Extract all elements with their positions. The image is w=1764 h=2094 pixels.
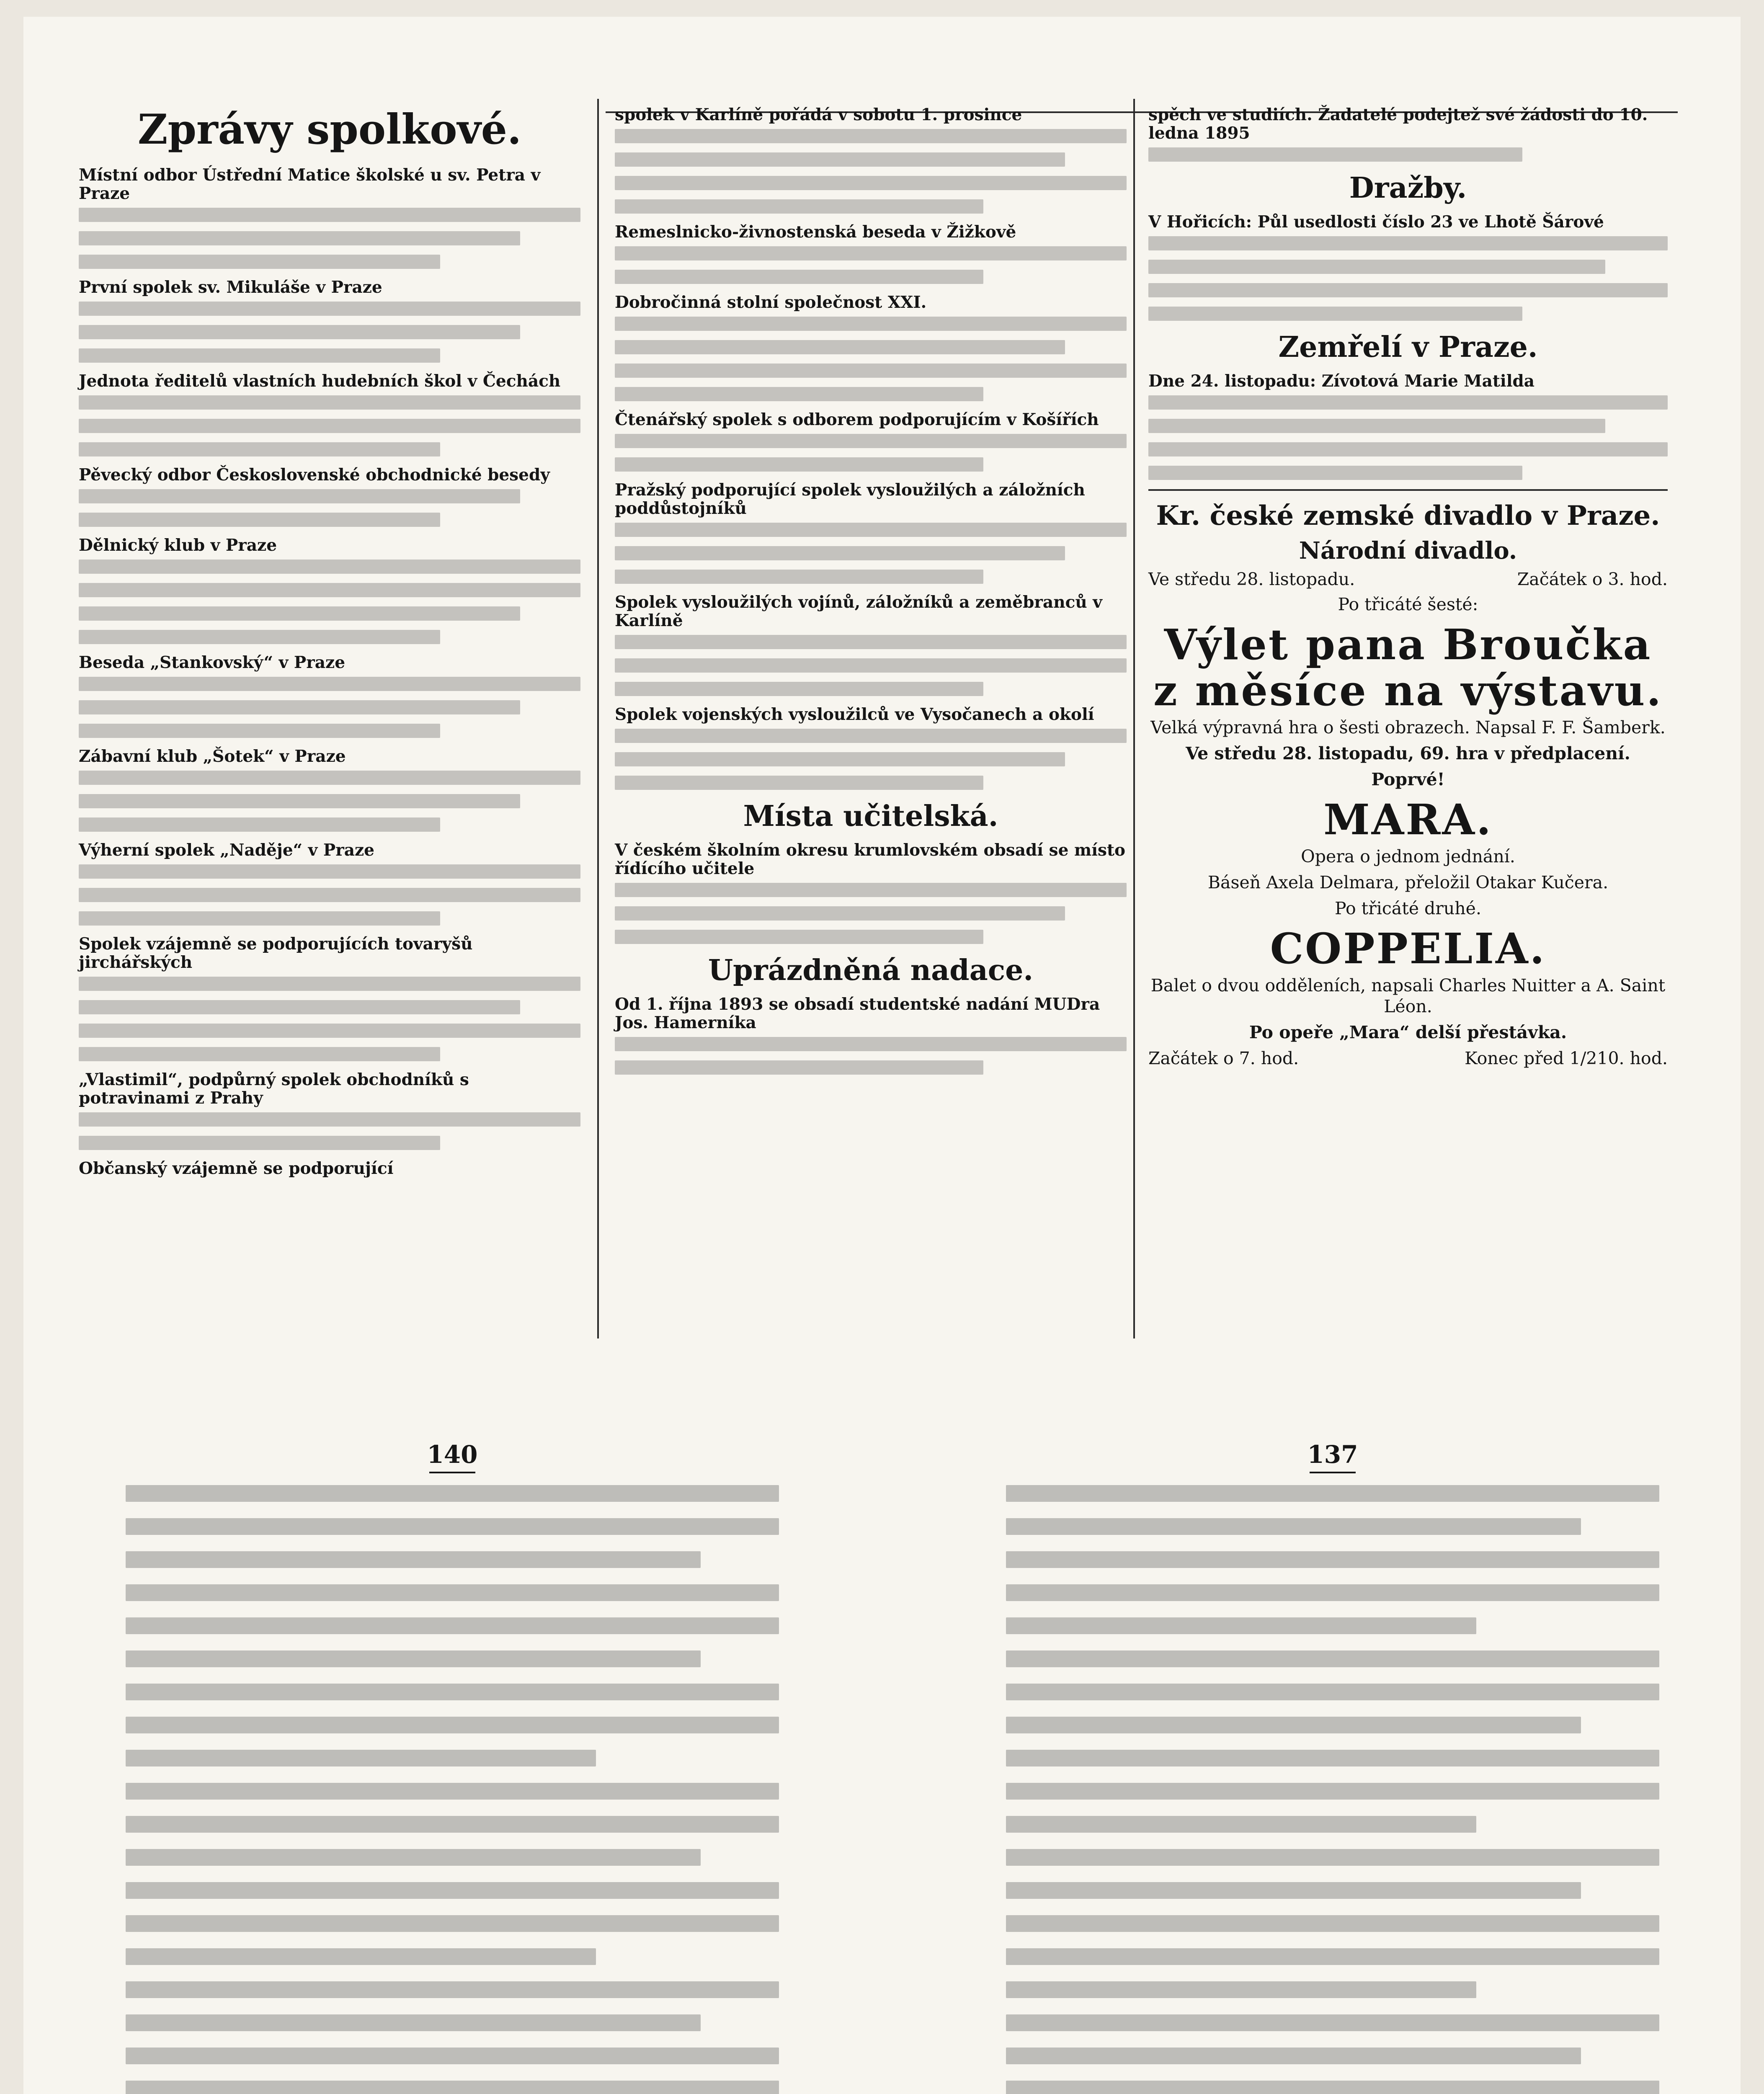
text-bar [79, 977, 580, 991]
text-bar [615, 364, 1127, 378]
section-title-zpravy-spolkove: Zprávy spolkové. [137, 106, 522, 154]
upper-column-c [1148, 99, 1668, 1073]
opera-subtitle: Opera o jednom jednání. [1301, 846, 1515, 866]
paragraph-bars-b5 [615, 523, 1127, 584]
text-bar [79, 700, 520, 714]
text-bar [1006, 1783, 1659, 1800]
text-bar [1006, 1849, 1659, 1866]
upper-column-b [615, 99, 1127, 1084]
section-lead-mista: V českém školním okresu krumlovském obsadí se místo řídícího učitele [615, 841, 1126, 878]
paragraph-bars-a7 [79, 771, 580, 832]
text-bar [1006, 1915, 1659, 1932]
text-bar [615, 176, 1127, 190]
section-divider [1148, 489, 1668, 491]
theatre-closing-end: Konec před 1/210. hod. [1465, 1048, 1668, 1068]
text-bar [615, 270, 983, 284]
paragraph-bars-b2 [615, 246, 1127, 284]
text-bar [126, 1584, 779, 1601]
text-bar [1006, 1650, 1659, 1667]
text-bar [1006, 1617, 1476, 1634]
item-lead-b6: Spolek vysloužilých vojínů, záložníků a zeměbranců v Karlíně [615, 593, 1102, 630]
text-bar [79, 817, 440, 832]
text-bar [1148, 466, 1522, 480]
text-bar [615, 752, 1065, 766]
text-bar [1006, 2081, 1659, 2094]
theatre-intermission-note: Po opeře „Mara“ delší přestávka. [1249, 1022, 1567, 1042]
section-lead-drazby: V Hořicích: Půl usedlosti číslo 23 ve Lhotě Šárové [1148, 212, 1604, 232]
text-bar [79, 1136, 440, 1150]
text-bar [79, 325, 520, 339]
paragraph-bars-b3 [615, 317, 1127, 401]
text-bar [615, 906, 1065, 921]
item-lead-2: První spolek sv. Mikuláše v Praze [79, 278, 382, 297]
text-bar [615, 1060, 983, 1075]
item-lead-b2: Remeslnicko-živnostenská beseda v Žižkově [615, 222, 1016, 242]
text-bar [1006, 1584, 1659, 1601]
text-bar [79, 513, 440, 527]
text-bar [79, 442, 440, 456]
item-lead-10: „Vlastimil“, podpůrný spolek obchodníků s potravinami z Prahy [79, 1070, 469, 1108]
text-bar [79, 583, 580, 597]
page-number-left: 140 [126, 1441, 779, 1473]
story-text-right [1006, 1485, 1659, 2094]
section-lead-zemreli: Dne 24. listopadu: Zívotová Marie Matilda [1148, 371, 1535, 391]
theatre-evening-line: Ve středu 28. listopadu, 69. hra v předplacení. [1186, 743, 1630, 763]
text-bar [615, 387, 983, 401]
text-bar [615, 658, 1127, 673]
text-bar [1006, 1518, 1581, 1535]
play-title: Výlet pana Broučka z měsíce na výstavu. [1153, 620, 1663, 715]
text-bar [615, 152, 1065, 167]
section-title-drazby: Dražby. [1349, 171, 1467, 205]
item-lead-3: Jednota ředitelů vlastních hudebních škol v Čechách [79, 371, 561, 391]
text-bar [615, 246, 1127, 260]
column-rule-left [597, 99, 599, 1338]
opera-text: Báseň Axela Delmara, přeložil Otakar Kučera. [1207, 872, 1609, 892]
text-bar [615, 317, 1127, 331]
story-page-left [126, 1441, 779, 2094]
item-lead-b7: Spolek vojenských vysloužilců ve Vysočanech a okolí [615, 705, 1094, 724]
story-text-left [126, 1485, 779, 2094]
text-bar [1148, 442, 1668, 456]
item-lead-1: Místní odbor Ústřední Matice školské u sv. Petra v Praze [79, 165, 541, 203]
theatre-date: Ve středu 28. listopadu. [1148, 569, 1355, 589]
text-bar [126, 1783, 779, 1800]
text-bar [615, 682, 983, 696]
text-bar [615, 1037, 1127, 1051]
text-bar [79, 771, 580, 785]
text-bar [126, 1650, 701, 1667]
text-bar [1006, 1717, 1581, 1733]
text-bar [79, 1047, 440, 1061]
paragraph-bars-b6 [615, 635, 1127, 696]
paragraph-bars-a9 [79, 977, 580, 1061]
item-lead-b5: Pražský podporující spolek vysloužilých a záložních poddůstojníků [615, 480, 1085, 518]
paragraph-bars-a5 [79, 560, 580, 644]
text-bar [126, 1684, 779, 1700]
text-bar [79, 348, 440, 363]
text-bar [79, 208, 580, 222]
text-bar [615, 930, 983, 944]
text-bar [126, 1518, 779, 1535]
text-bar [126, 1551, 701, 1568]
text-bar [1006, 1750, 1659, 1766]
newspaper-sheet [23, 17, 1741, 2094]
item-lead-b1: spolek v Karlíně pořádá v sobotu 1. prosince [615, 105, 1022, 124]
text-bar [1148, 147, 1522, 162]
text-bar [79, 1000, 520, 1014]
text-bar [1148, 307, 1522, 321]
text-bar [126, 1717, 779, 1733]
paragraph-bars-c1 [1148, 236, 1668, 321]
text-bar [1006, 2048, 1581, 2064]
ballet-text: Balet o dvou odděleních, napsali Charles Nuitter a A. Saint Léon. [1150, 975, 1666, 1016]
text-bar [126, 2014, 701, 2031]
text-bar [615, 434, 1127, 448]
text-bar [615, 129, 1127, 143]
section-title-mista-ucitelska: Místa učitelská. [743, 799, 998, 833]
text-bar [615, 883, 1127, 897]
text-bar [1006, 1948, 1659, 1965]
text-bar [615, 340, 1065, 354]
text-bar [615, 570, 983, 584]
text-bar [79, 606, 520, 621]
paragraph-bars-b4 [615, 434, 1127, 472]
text-bar [79, 630, 440, 644]
text-bar [79, 724, 440, 738]
text-bar [1006, 1551, 1659, 1568]
section-title-zemreli: Zemřelí v Praze. [1278, 330, 1538, 364]
column-rule-right [1133, 99, 1135, 1338]
text-bar [126, 1948, 596, 1965]
paragraph-bars-a1 [79, 208, 580, 269]
text-bar [1006, 1684, 1659, 1700]
text-bar [1006, 1485, 1659, 1502]
section-title-uprazdnena-nadace: Uprázdněná nadace. [708, 954, 1034, 987]
play-description: Velká výpravná hra o šesti obrazech. Napsal F. F. Šamberk. [1150, 717, 1666, 738]
theatre-subheading: Národní divadlo. [1299, 537, 1517, 565]
text-bar [79, 302, 580, 316]
text-bar [79, 888, 580, 902]
item-lead-5: Dělnický klub v Praze [79, 536, 277, 555]
text-bar [126, 1617, 779, 1634]
text-bar [1148, 260, 1605, 274]
text-bar [126, 1849, 701, 1866]
item-lead-6: Beseda „Stankovský“ v Praze [79, 653, 346, 672]
paragraph-bars-a4 [79, 489, 580, 527]
paragraph-bars-a2 [79, 302, 580, 363]
text-bar [1148, 283, 1668, 297]
text-bar [126, 2048, 779, 2064]
paragraph-bars-a6 [79, 677, 580, 738]
text-bar [79, 419, 580, 433]
text-bar [615, 546, 1065, 560]
theatre-time: Začátek o 3. hod. [1517, 569, 1668, 589]
section-lead-nadace: Od 1. října 1893 se obsadí studentské nadání MUDra Jos. Hamerníka [615, 995, 1100, 1032]
item-lead-11: Občanský vzájemně se podporující [79, 1159, 394, 1178]
text-bar [126, 1981, 779, 1998]
text-bar [79, 1112, 580, 1127]
paragraph-bars-b7 [615, 729, 1127, 790]
text-bar [79, 911, 440, 926]
theatre-heading: Kr. české zemské divadlo v Praze. [1156, 500, 1660, 531]
text-bar [1006, 1882, 1581, 1899]
opera-title: MARA. [1323, 795, 1493, 844]
text-bar [1006, 1981, 1476, 1998]
text-bar [79, 255, 440, 269]
text-bar [615, 457, 983, 472]
item-lead-b4: Čtenářský spolek s odborem podporujícím v Košířích [615, 410, 1099, 429]
premiere-line: Poprvé! [1371, 769, 1445, 789]
item-lead-9: Spolek vzájemně se podporujících tovaryšů jirchářských [79, 934, 473, 972]
paragraph-bars-a3 [79, 395, 580, 456]
text-bar [79, 560, 580, 574]
text-bar [126, 1882, 779, 1899]
text-bar [79, 864, 580, 879]
item-lead-7: Zábavní klub „Šotek“ v Praze [79, 747, 346, 766]
text-bar [615, 199, 983, 214]
text-bar [126, 1816, 779, 1833]
item-lead-c-top: spěch ve studiích. Žadatelé podejtež své žádosti do 10. ledna 1895 [1148, 105, 1648, 143]
text-bar [1148, 419, 1605, 433]
story-page-right [1006, 1441, 1659, 2094]
text-bar [1006, 2014, 1659, 2031]
ballet-title: COPPELIA. [1270, 924, 1546, 973]
paragraph-bars-b9 [615, 1037, 1127, 1075]
paragraph-bars-a10 [79, 1112, 580, 1150]
paragraph-bars-b1 [615, 129, 1127, 214]
item-lead-b3: Dobročinná stolní společnost XXI. [615, 293, 927, 312]
text-bar [79, 489, 520, 503]
text-bar [1148, 395, 1668, 410]
text-bar [615, 776, 983, 790]
item-lead-4: Pěvecký odbor Československé obchodnické besedy [79, 465, 550, 485]
text-bar [79, 231, 520, 245]
text-bar [79, 794, 520, 808]
paragraph-bars-c0 [1148, 147, 1668, 162]
text-bar [126, 1915, 779, 1932]
text-bar [1006, 1816, 1476, 1833]
page-number-right: 137 [1006, 1441, 1659, 1473]
paragraph-bars-c2 [1148, 395, 1668, 480]
theatre-closing-start: Začátek o 7. hod. [1148, 1048, 1299, 1068]
text-bar [1148, 236, 1668, 250]
text-bar [615, 635, 1127, 649]
text-bar [126, 1485, 779, 1502]
item-lead-8: Výherní spolek „Naděje“ v Praze [79, 841, 374, 860]
theatre-closing-row [1148, 1048, 1668, 1069]
text-bar [615, 729, 1127, 743]
text-bar [126, 1750, 596, 1766]
ballet-abonmt: Po třicáté druhé. [1335, 898, 1481, 918]
text-bar [79, 677, 580, 691]
text-bar [79, 1024, 580, 1038]
text-bar [615, 523, 1127, 537]
text-bar [79, 395, 580, 410]
upper-column-a [79, 99, 580, 1183]
paragraph-bars-a8 [79, 864, 580, 926]
text-bar [126, 2081, 779, 2094]
paragraph-bars-b8 [615, 883, 1127, 944]
theatre-date-row [1148, 569, 1668, 590]
theatre-abonmt: Po třicáté šesté: [1338, 594, 1478, 614]
